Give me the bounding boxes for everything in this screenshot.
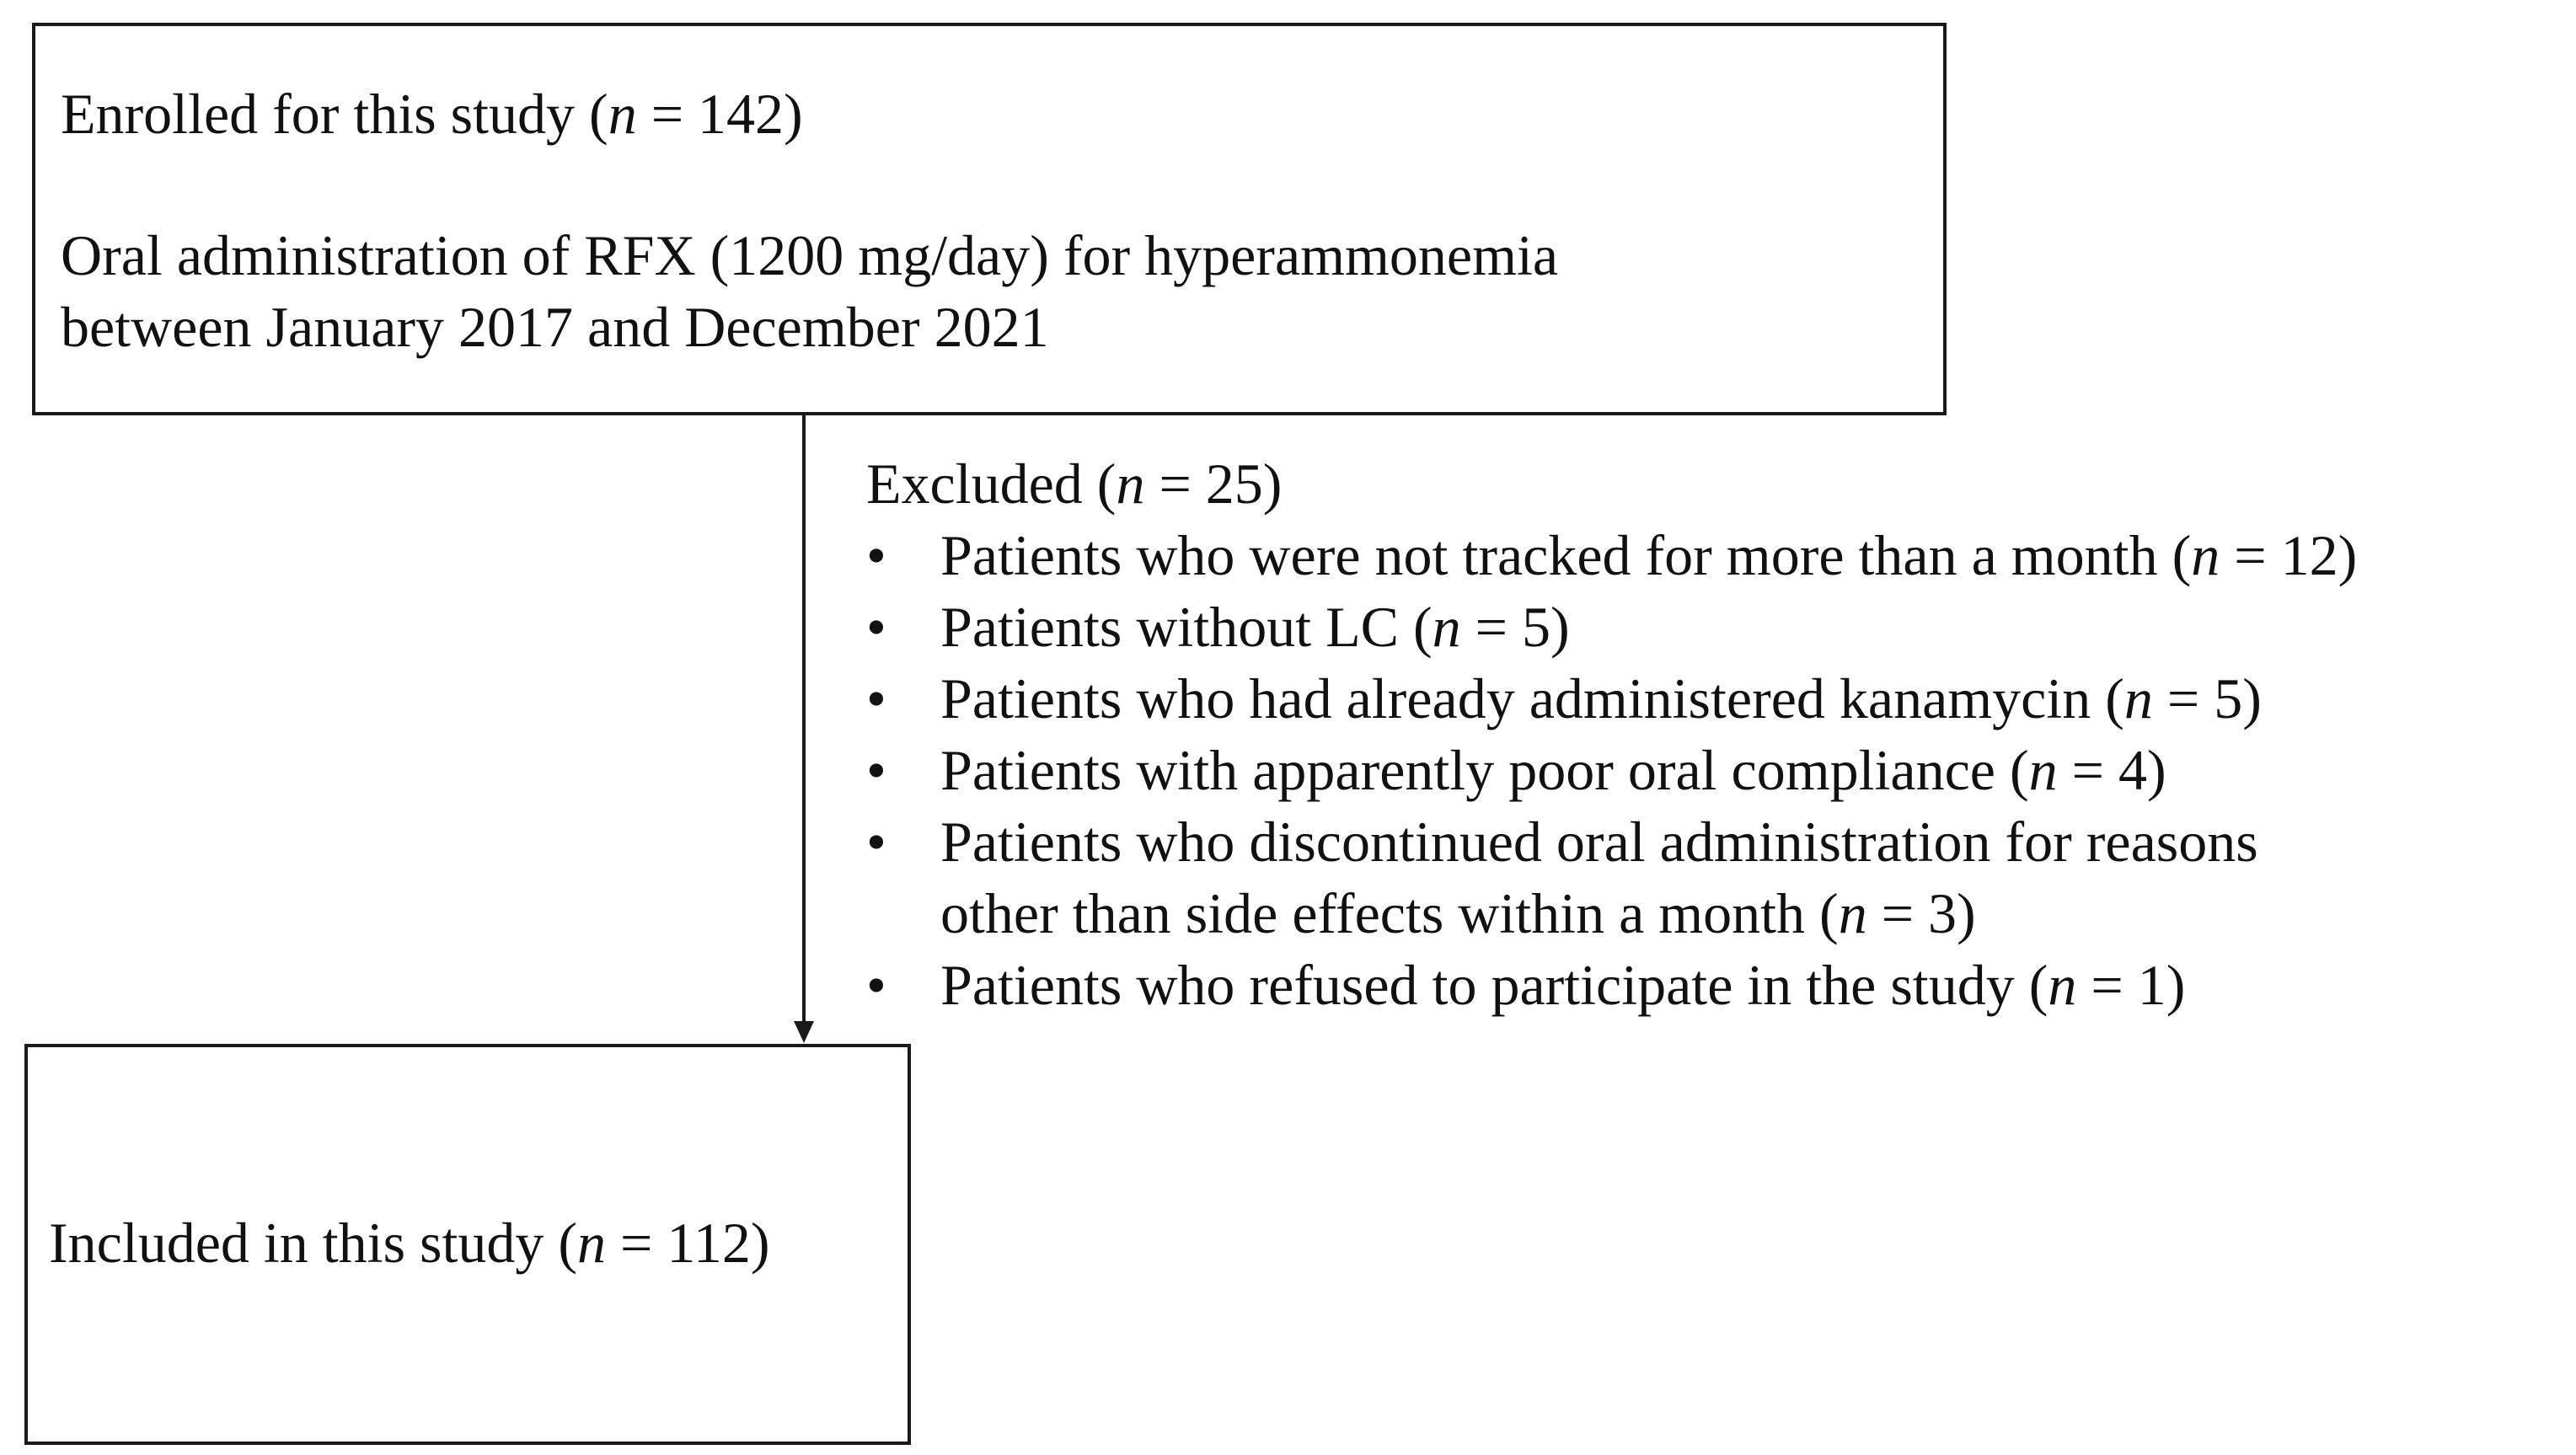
bullet-icon: •: [866, 523, 886, 587]
bullet-icon: •: [866, 666, 886, 730]
bullet-icon: •: [866, 595, 886, 659]
enrolled-text: Enrolled for this study (n = 142): [61, 82, 803, 146]
bullet-icon: •: [866, 738, 886, 802]
included-text: Included in this study (n = 112): [49, 1211, 770, 1275]
included-box: [24, 1044, 911, 1445]
bullet-icon: •: [866, 810, 886, 874]
arrow-head: [794, 1021, 814, 1043]
administration-line-1: Oral administration of RFX (1200 mg/day) for hyperammonemia: [61, 223, 1559, 287]
bullet-icon: •: [866, 953, 886, 1017]
enrolled-box: [32, 23, 1947, 415]
excluded-title: Excluded (n = 25): [866, 452, 1283, 516]
administration-line-2: between January 2017 and December 2021: [61, 295, 1049, 359]
